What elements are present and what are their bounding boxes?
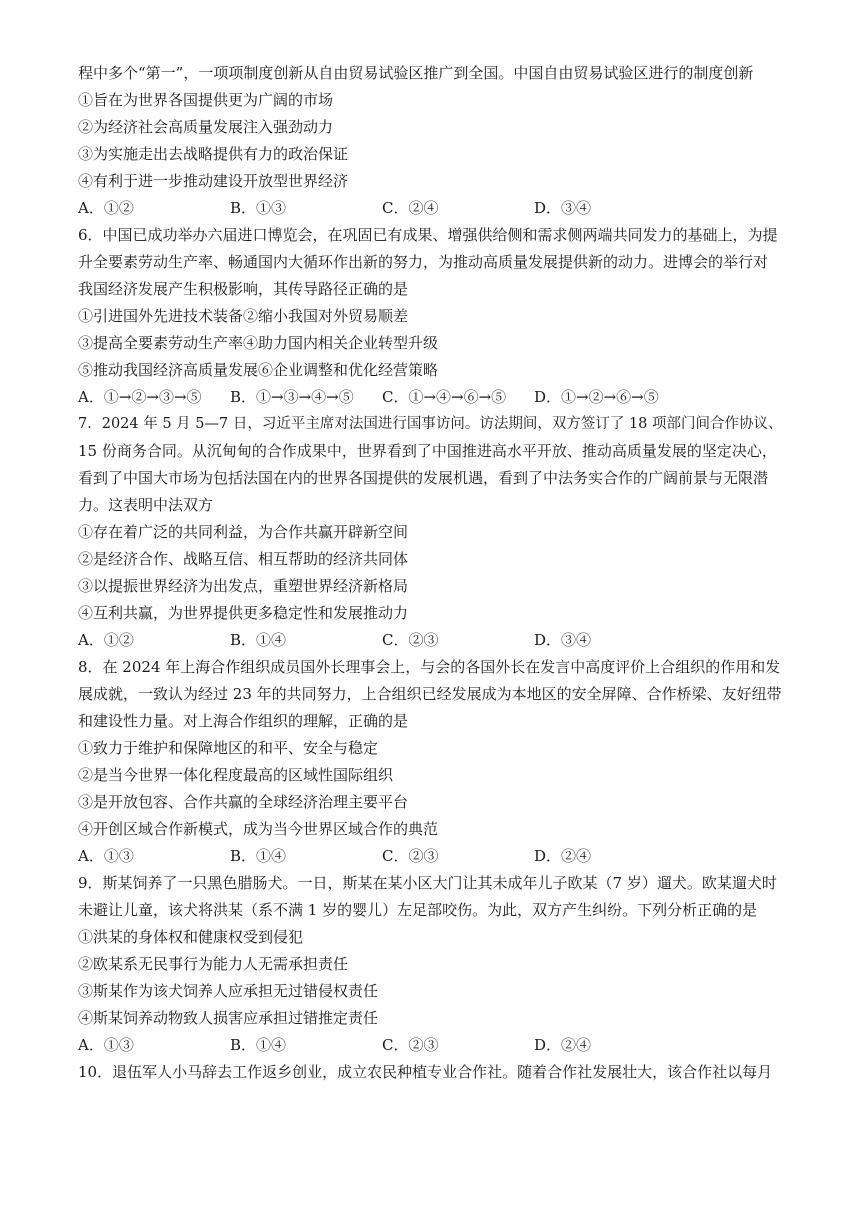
q9-item: ①洪某的身体权和健康权受到侵犯 xyxy=(78,928,304,946)
q8-option-c: C．②③ xyxy=(382,847,439,865)
q8-stem-line: 8．在 2024 年上海合作组织成员国外长理事会上，与会的各国外长在发言中高度评价上合组织的作用和发 xyxy=(78,658,781,676)
q7-option-c: C．②③ xyxy=(382,631,439,649)
q7-option-b: B．①④ xyxy=(230,631,287,649)
q7-option-d: D．③④ xyxy=(534,631,592,649)
q6-item: ⑤推动我国经济高质量发展⑥企业调整和优化经营策略 xyxy=(78,361,439,379)
q7-stem-line: 15 份商务合同。从沉甸甸的合作成果中，世界看到了中国推进高水平开放、推动高质量发展的坚定决心， xyxy=(78,442,777,460)
q6-stem-line: 我国经济发展产生积极影响，其传导路径正确的是 xyxy=(78,280,409,298)
q6-option-b: B．①→③→④→⑤ xyxy=(230,388,354,406)
q8-item: ①致力于维护和保障地区的和平、安全与稳定 xyxy=(78,739,379,757)
q5-options xyxy=(78,195,790,222)
q8-item: ②是当今世界一体化程度最高的区域性国际组织 xyxy=(78,766,394,784)
q8-option-a: A．①③ xyxy=(78,847,134,865)
q5-stem-line: 程中多个“第一”，一项项制度创新从自由贸易试验区推广到全国。中国自由贸易试验区进行的制度创新 xyxy=(78,64,754,82)
q8-stem-line: 展成就，一致认为经过 23 年的共同努力，上合组织已经发展成为本地区的安全屏障、合作桥梁、友好纽带 xyxy=(78,685,782,703)
q6-item: ③提高全要素劳动生产率④助力国内相关企业转型升级 xyxy=(78,334,439,352)
q7-item: ①存在着广泛的共同利益，为合作共赢开辟新空间 xyxy=(78,523,409,541)
q9-option-a: A．①③ xyxy=(78,1036,134,1054)
q7-options xyxy=(78,627,790,654)
q8-options xyxy=(78,843,790,870)
q6-option-c: C．①→④→⑥→⑤ xyxy=(382,388,507,406)
q5-item: ④有利于进一步推动建设开放型世界经济 xyxy=(78,172,349,190)
q5-option-d: D．③④ xyxy=(534,199,592,217)
q8-option-d: D．②④ xyxy=(534,847,592,865)
q9-option-d: D．②④ xyxy=(534,1036,592,1054)
q7-item: ②是经济合作、战略互信、相互帮助的经济共同体 xyxy=(78,550,409,568)
q10-stem-line: 10．退伍军人小马辞去工作返乡创业，成立农民种植专业合作社。随着合作社发展壮大，该合作社以每月 xyxy=(78,1063,773,1081)
q5-item: ②为经济社会高质量发展注入强劲动力 xyxy=(78,118,334,136)
q9-option-b: B．①④ xyxy=(230,1036,287,1054)
q8-stem-line: 和建设性力量。对上海合作组织的理解，正确的是 xyxy=(78,712,409,730)
q5-option-b: B．①③ xyxy=(230,199,287,217)
q5-item: ③为实施走出去战略提供有力的政治保证 xyxy=(78,145,349,163)
q6-option-d: D．①→②→⑥→⑤ xyxy=(534,388,659,406)
q6-item: ①引进国外先进技术装备②缩小我国对外贸易顺差 xyxy=(78,307,409,325)
q6-stem-line: 6．中国已成功举办六届进口博览会，在巩固已有成果、增强供给侧和需求侧两端共同发力的基础上，为提 xyxy=(78,226,778,244)
q9-item: ④斯某饲养动物致人损害应承担过错推定责任 xyxy=(78,1009,379,1027)
q8-item: ③是开放包容、合作共赢的全球经济治理主要平台 xyxy=(78,793,409,811)
q5-item: ①旨在为世界各国提供更为广阔的市场 xyxy=(78,91,334,109)
q6-stem-line: 升全要素劳动生产率、畅通国内大循环作出新的努力，为推动高质量发展提供新的动力。进博会的举行对 xyxy=(78,253,769,271)
q5-option-a: A．①② xyxy=(78,199,134,217)
q9-item: ②欧某系无民事行为能力人无需承担责任 xyxy=(78,955,349,973)
q7-stem-line: 7．2024 年 5 月 5—7 日，习近平主席对法国进行国事访问。访法期间，双方签订了 18 项部门间合作协议、 xyxy=(78,416,783,432)
q9-stem-line: 9．斯某饲养了一只黑色腊肠犬。一日，斯某在某小区大门让其未成年儿子欧某（7 岁）遛犬。欧某遛犬时 xyxy=(78,874,777,892)
q5-option-c: C．②④ xyxy=(382,199,439,217)
q7-item: ④互利共赢，为世界提供更多稳定性和发展推动力 xyxy=(78,604,409,622)
q7-item: ③以提振世界经济为出发点，重塑世界经济新格局 xyxy=(78,577,409,595)
q6-options xyxy=(78,384,790,411)
q7-stem-line: 看到了中国大市场为包括法国在内的世界各国提供的发展机遇，看到了中法务实合作的广阔前景与无限潜 xyxy=(78,469,769,487)
q9-options xyxy=(78,1032,790,1059)
q9-stem-line: 未避让儿童，该犬将洪某（系不满 1 岁的婴儿）左足部咬伤。为此，双方产生纠纷。下列分析正确的是 xyxy=(78,901,758,919)
q7-option-a: A．①② xyxy=(78,631,134,649)
q9-item: ③斯某作为该犬饲养人应承担无过错侵权责任 xyxy=(78,982,379,1000)
q8-item: ④开创区域合作新模式，成为当今世界区域合作的典范 xyxy=(78,820,439,838)
q6-option-a: A．①→②→③→⑤ xyxy=(78,388,202,406)
q8-option-b: B．①④ xyxy=(230,847,287,865)
q7-stem-line: 力。这表明中法双方 xyxy=(78,496,214,514)
q9-option-c: C．②③ xyxy=(382,1036,439,1054)
